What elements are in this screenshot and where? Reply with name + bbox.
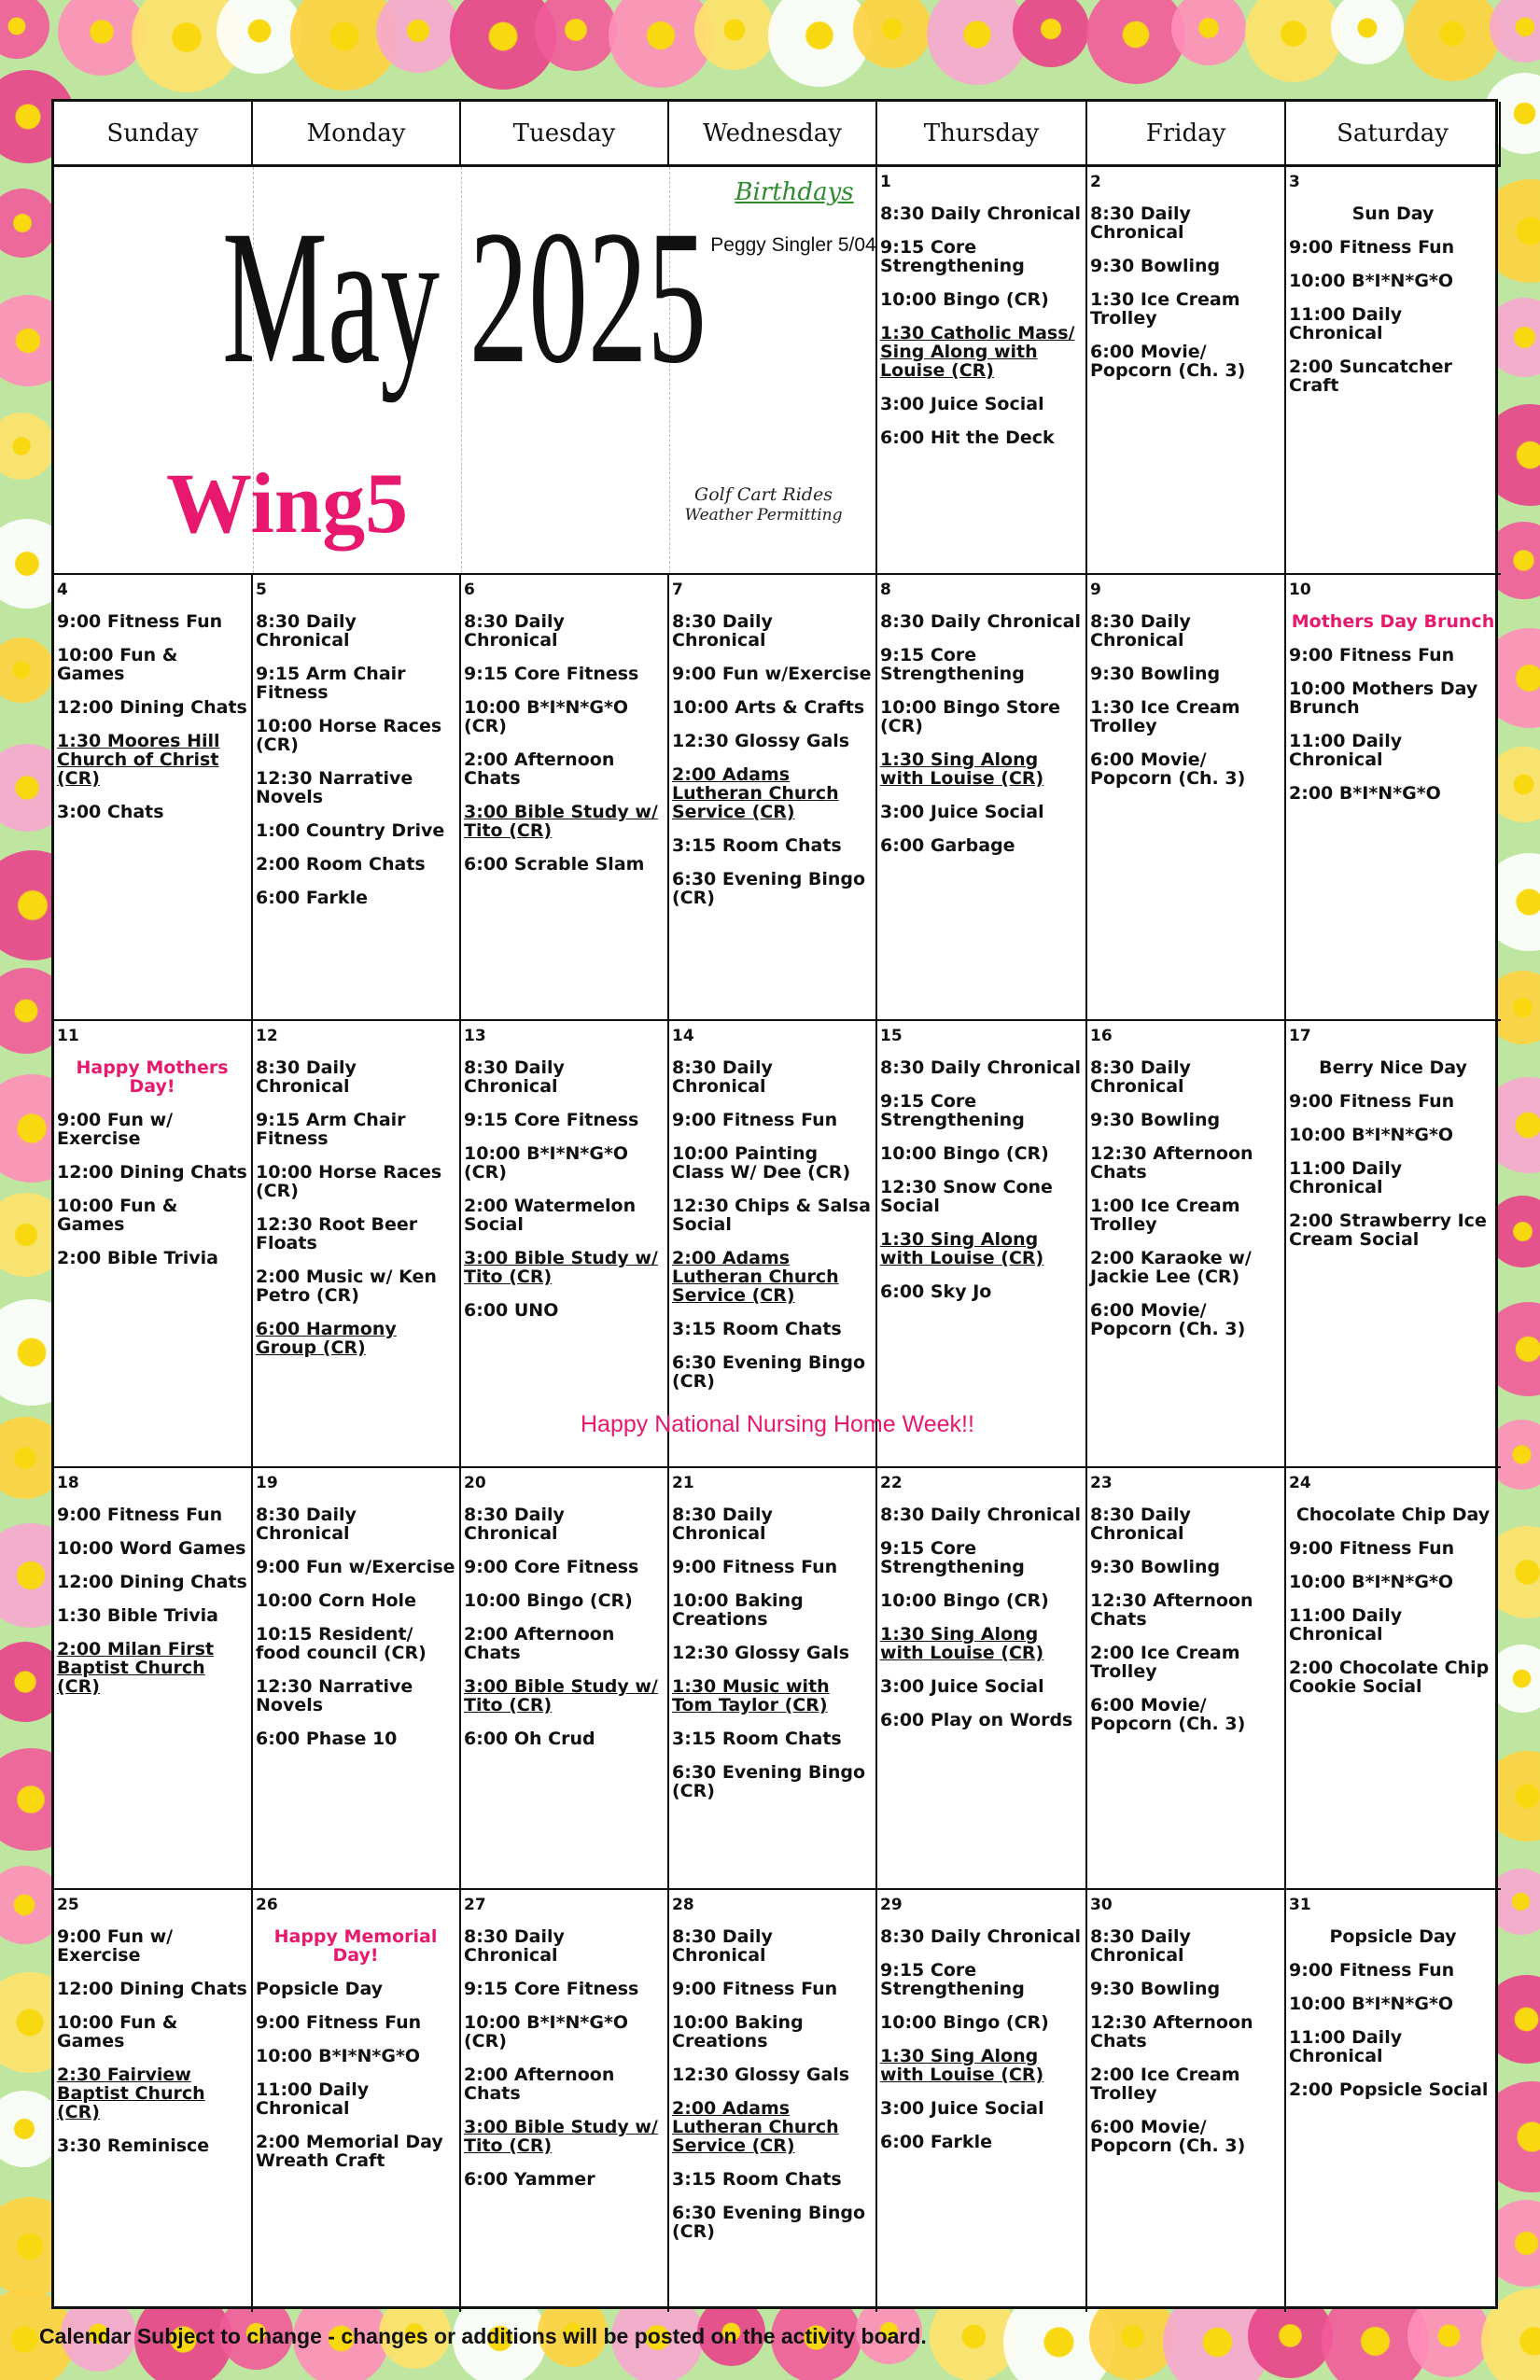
day-number: 5 (256, 581, 267, 599)
event-item: 8:30 Daily Chronical (672, 1926, 773, 1966)
day-number: 16 (1090, 1027, 1113, 1045)
day-number: 21 (672, 1474, 694, 1492)
day-number: 31 (1289, 1896, 1311, 1914)
day-number: 13 (464, 1027, 486, 1045)
event-item: 9:15 Core Fitness (464, 1110, 639, 1130)
day-number: 20 (464, 1474, 486, 1492)
event-item: 9:00 Fitness Fun (672, 1557, 838, 1577)
event-item: 2:00 Adams Lutheran Church Service (CR) (672, 764, 839, 822)
day-number: 11 (57, 1027, 79, 1045)
event-item: 10:00 Painting Class W/ Dee (CR) (672, 1143, 851, 1183)
event-item: 8:30 Daily Chronical (1090, 203, 1191, 243)
day-number: 9 (1090, 581, 1101, 599)
event-item: 6:30 Evening Bingo (CR) (672, 1762, 866, 1801)
flower-decoration (1405, 0, 1500, 81)
event-item: 6:00 Play on Words (880, 1710, 1073, 1730)
event-item: 9:30 Bowling (1090, 664, 1221, 684)
day-cell (877, 1890, 1087, 2312)
day-number: 1 (880, 173, 891, 191)
event-item: 6:00 Movie/ Popcorn (Ch. 3) (1090, 1695, 1246, 1734)
event-item: 9:30 Bowling (1090, 1979, 1221, 1999)
day-cell (54, 1021, 253, 1468)
event-item: 11:00 Daily Chronical (1289, 2027, 1403, 2066)
event-item: 1:30 Music with Tom Taylor (CR) (672, 1676, 830, 1715)
day-number: 4 (57, 581, 68, 599)
day-cell (877, 575, 1087, 1021)
event-item: 8:30 Daily Chronical (880, 1926, 1082, 1947)
event-item: 9:15 Core Strengthening (880, 1960, 1025, 1999)
event-item: 1:30 Moores Hill Church of Christ (CR) (57, 731, 220, 789)
day-cell (461, 575, 669, 1021)
event-item: 8:30 Daily Chronical (464, 1057, 565, 1097)
day-cell (1087, 167, 1286, 575)
event-item: 6:30 Evening Bingo (CR) (672, 2203, 866, 2242)
event-item: 9:00 Fitness Fun (672, 1110, 838, 1130)
event-item: 6:00 Hit the Deck (880, 427, 1055, 448)
event-item: 2:00 Room Chats (256, 854, 426, 875)
event-item: 3:00 Bible Study w/ Tito (CR) (464, 802, 658, 841)
event-item: 2:00 Adams Lutheran Church Service (CR) (672, 1248, 839, 1306)
event-item: 12:30 Snow Cone Social (880, 1177, 1053, 1216)
event-item: 10:00 Bingo (CR) (880, 2012, 1049, 2033)
event-item: 6:00 Movie/ Popcorn (Ch. 3) (1090, 1300, 1246, 1339)
event-item: 9:00 Core Fitness (464, 1557, 639, 1577)
event-item: 9:00 Fun w/ Exercise (57, 1110, 174, 1149)
event-item: 2:00 Popsicle Social (1289, 2079, 1489, 2100)
holiday-label: Mothers Day Brunch (1291, 611, 1495, 632)
day-cell (461, 1021, 669, 1468)
event-item: 10:00 B*I*N*G*O (1289, 271, 1454, 291)
event-item: 9:00 Fitness Fun (57, 1505, 223, 1525)
event-item: 9:00 Fitness Fun (1289, 1091, 1455, 1112)
day-cell (253, 1021, 461, 1468)
event-item: 12:30 Afternoon Chats (1090, 1590, 1253, 1630)
day-header-monday: Monday (253, 102, 461, 167)
day-cell (1286, 1468, 1501, 1890)
day-cell (1087, 1890, 1286, 2312)
event-item: 12:30 Glossy Gals (672, 731, 850, 751)
event-item: 10:00 B*I*N*G*O (1289, 1994, 1454, 2014)
event-item: 10:00 B*I*N*G*O (CR) (464, 697, 629, 736)
day-cell (877, 1021, 1087, 1468)
event-item: 9:00 Fitness Fun (1289, 1538, 1455, 1559)
event-item: 9:15 Core Strengthening (880, 237, 1025, 276)
birthday-entry: Peggy Singler 5/04 (710, 234, 876, 256)
event-item: 3:00 Bible Study w/ Tito (CR) (464, 1676, 658, 1715)
event-item: 2:00 Suncatcher Craft (1289, 357, 1452, 396)
event-item: 3:00 Bible Study w/ Tito (CR) (464, 1248, 658, 1287)
event-item: 11:00 Daily Chronical (256, 2079, 370, 2119)
day-cell (1286, 167, 1501, 575)
day-number: 15 (880, 1027, 903, 1045)
event-item: 3:15 Room Chats (672, 1729, 842, 1749)
day-number: 10 (1289, 581, 1311, 599)
day-cell (54, 1890, 253, 2312)
event-item: 2:00 Afternoon Chats (464, 1624, 615, 1663)
event-item: 2:00 Karaoke w/ Jackie Lee (CR) (1090, 1248, 1252, 1287)
event-item: 10:00 Horse Races (CR) (256, 1162, 442, 1201)
event-item: 6:00 Harmony Group (CR) (256, 1319, 397, 1358)
event-item: 8:30 Daily Chronical (256, 611, 357, 651)
event-item: 8:30 Daily Chronical (464, 1926, 565, 1966)
event-item: 8:30 Daily Chronical (672, 1505, 773, 1544)
day-header-wednesday: Wednesday (669, 102, 877, 167)
day-number: 27 (464, 1896, 486, 1914)
event-item: 9:00 Fitness Fun (672, 1979, 838, 1999)
day-cell (877, 1468, 1087, 1890)
flower-decoration (0, 413, 55, 480)
event-item: 12:30 Afternoon Chats (1090, 1143, 1253, 1183)
day-cell (253, 1890, 461, 2312)
weather-line: Weather Permitting (684, 506, 843, 525)
day-number: 28 (672, 1896, 694, 1914)
event-item: 12:30 Afternoon Chats (1090, 2012, 1253, 2051)
event-item: Popsicle Day (1329, 1926, 1457, 1947)
event-item: 11:00 Daily Chronical (1289, 731, 1403, 770)
event-item: 2:00 Ice Cream Trolley (1090, 2065, 1240, 2104)
event-item: 1:00 Country Drive (256, 820, 445, 841)
day-number: 17 (1289, 1027, 1311, 1045)
event-item: 3:00 Juice Social (880, 394, 1044, 414)
event-item: 12:00 Dining Chats (57, 1979, 247, 1999)
event-item: 6:30 Evening Bingo (CR) (672, 1352, 866, 1392)
event-item: 8:30 Daily Chronical (464, 1505, 565, 1544)
event-item: 12:00 Dining Chats (57, 697, 247, 718)
day-number: 24 (1289, 1474, 1311, 1492)
event-item: 6:00 Farkle (256, 888, 368, 908)
event-item: 10:15 Resident/ food council (CR) (256, 1624, 427, 1663)
event-item: 2:00 B*I*N*G*O (1289, 783, 1441, 804)
event-item: 10:00 Horse Races (CR) (256, 716, 442, 755)
event-item: 2:00 Afternoon Chats (464, 749, 615, 789)
day-header-friday: Friday (1087, 102, 1286, 167)
event-item: 10:00 Baking Creations (672, 2012, 804, 2051)
event-item: 9:15 Arm Chair Fitness (256, 1110, 406, 1149)
day-cell (1286, 575, 1501, 1021)
event-item: Sun Day (1351, 203, 1435, 224)
calendar-grid (51, 99, 1498, 2309)
event-item: 2:00 Strawberry Ice Cream Social (1289, 1211, 1487, 1250)
event-item: 8:30 Daily Chronical (880, 203, 1082, 224)
flower-decoration (927, 0, 1028, 85)
day-cell (461, 1468, 669, 1890)
event-item: 12:30 Root Beer Floats (256, 1214, 418, 1253)
event-item: Popsicle Day (256, 1979, 384, 1999)
event-item: 12:30 Glossy Gals (672, 1643, 850, 1663)
day-cell (669, 575, 877, 1021)
day-number: 26 (256, 1896, 278, 1914)
event-item: 10:00 B*I*N*G*O (1289, 1572, 1454, 1592)
event-item: 10:00 Bingo Store (CR) (880, 697, 1060, 736)
day-number: 22 (880, 1474, 903, 1492)
event-item: 2:00 Milan First Baptist Church (CR) (57, 1639, 215, 1697)
day-cell (1087, 575, 1286, 1021)
event-item: 6:00 Phase 10 (256, 1729, 398, 1749)
event-item: 1:00 Ice Cream Trolley (1090, 1196, 1240, 1235)
golf-cart-note (651, 484, 875, 525)
flower-decoration (0, 637, 54, 703)
event-item: 11:00 Daily Chronical (1289, 304, 1403, 343)
event-item: 12:00 Dining Chats (57, 1162, 247, 1183)
day-header-sunday: Sunday (54, 102, 253, 167)
event-item: 2:00 Watermelon Social (464, 1196, 637, 1235)
month-year-title: May 2025 (222, 191, 707, 403)
event-item: 2:00 Memorial Day Wreath Craft (256, 2132, 443, 2171)
event-item: 2:00 Adams Lutheran Church Service (CR) (672, 2098, 839, 2156)
day-number: 14 (672, 1027, 694, 1045)
event-item: 9:30 Bowling (1090, 1557, 1221, 1577)
event-item: 3:00 Chats (57, 802, 164, 822)
day-number: 18 (57, 1474, 79, 1492)
event-item: 2:00 Afternoon Chats (464, 2065, 615, 2104)
event-item: 12:30 Narrative Novels (256, 1676, 413, 1715)
flower-decoration (1331, 0, 1404, 64)
day-header-saturday: Saturday (1286, 102, 1501, 167)
event-item: 10:00 Corn Hole (256, 1590, 416, 1611)
flower-decoration (1086, 0, 1185, 84)
event-item: 9:15 Core Strengthening (880, 1091, 1025, 1130)
event-item: 8:30 Daily Chronical (880, 1505, 1082, 1525)
event-item: 6:00 Yammer (464, 2169, 595, 2190)
day-number: 6 (464, 581, 475, 599)
day-cell (1087, 1021, 1286, 1468)
event-item: 8:30 Daily Chronical (464, 611, 565, 651)
day-header-tuesday: Tuesday (461, 102, 669, 167)
day-cell (669, 1021, 877, 1468)
event-item: 12:00 Dining Chats (57, 1572, 247, 1592)
footer-note: Calendar Subject to change - changes or additions will be posted on the activity board. (39, 2324, 927, 2348)
event-item: 3:00 Juice Social (880, 2098, 1044, 2119)
event-item: 3:00 Juice Social (880, 802, 1044, 822)
flower-decoration (0, 0, 49, 59)
event-item: 9:00 Fun w/Exercise (256, 1557, 455, 1577)
flower-decoration (1013, 0, 1089, 67)
event-item: 10:00 Bingo (CR) (464, 1590, 633, 1611)
title-block (54, 167, 877, 575)
event-item: 10:00 Mothers Day Brunch (1289, 679, 1478, 718)
event-item: 9:00 Fun w/ Exercise (57, 1926, 174, 1966)
event-item: 6:00 Farkle (880, 2132, 992, 2152)
event-item: 1:30 Catholic Mass/ Sing Along with Louise (CR) (880, 323, 1075, 381)
event-item: 10:00 Word Games (57, 1538, 246, 1559)
event-item: 8:30 Daily Chronical (880, 1057, 1082, 1078)
event-item: 9:15 Arm Chair Fitness (256, 664, 406, 703)
event-item: 8:30 Daily Chronical (672, 1057, 773, 1097)
event-item: 6:00 Movie/ Popcorn (Ch. 3) (1090, 342, 1246, 381)
event-item: 8:30 Daily Chronical (1090, 1505, 1191, 1544)
flower-decoration (1245, 0, 1342, 82)
event-item: 1:30 Ice Cream Trolley (1090, 697, 1240, 736)
event-item: 2:00 Music w/ Ken Petro (CR) (256, 1267, 437, 1306)
day-cell (1286, 1890, 1501, 2312)
event-item: 6:30 Evening Bingo (CR) (672, 869, 866, 908)
event-item: 2:00 Chocolate Chip Cookie Social (1289, 1658, 1490, 1697)
day-header-thursday: Thursday (877, 102, 1087, 167)
event-item: 1:30 Sing Along with Louise (CR) (880, 2046, 1044, 2085)
day-number: 23 (1090, 1474, 1113, 1492)
event-item: 3:15 Room Chats (672, 2169, 842, 2190)
golf-cart-line: Golf Cart Rides (694, 484, 833, 505)
event-item: 6:00 Scrable Slam (464, 854, 645, 875)
event-item: 10:00 Fun & Games (57, 1196, 178, 1235)
event-item: 3:15 Room Chats (672, 1319, 842, 1339)
event-item: 8:30 Daily Chronical (256, 1057, 357, 1097)
event-item: 12:30 Glossy Gals (672, 2065, 850, 2085)
event-item: 9:15 Core Strengthening (880, 1538, 1025, 1577)
day-number: 8 (880, 581, 891, 599)
day-cell (1286, 1021, 1501, 1468)
event-item: 10:00 Bingo (CR) (880, 289, 1049, 310)
event-item: 9:00 Fun w/Exercise (672, 664, 872, 684)
event-item: 8:30 Daily Chronical (880, 611, 1082, 632)
event-item: 2:30 Fairview Baptist Church (CR) (57, 2065, 205, 2122)
event-item: 10:00 Baking Creations (672, 1590, 804, 1630)
event-item: 8:30 Daily Chronical (1090, 611, 1191, 651)
event-item: 9:00 Fitness Fun (57, 611, 223, 632)
event-item: 9:30 Bowling (1090, 256, 1221, 276)
day-cell (877, 167, 1087, 575)
day-cell (1087, 1468, 1286, 1890)
event-item: Berry Nice Day (1319, 1057, 1467, 1078)
event-item: 10:00 Fun & Games (57, 2012, 178, 2051)
day-cell (253, 1468, 461, 1890)
day-cell (669, 1890, 877, 2312)
event-item: 11:00 Daily Chronical (1289, 1158, 1403, 1197)
day-cell (54, 575, 253, 1021)
event-item: 3:00 Bible Study w/ Tito (CR) (464, 2117, 658, 2156)
day-number: 3 (1289, 173, 1300, 191)
event-item: 10:00 B*I*N*G*O (1289, 1125, 1454, 1145)
event-item: 2:00 Ice Cream Trolley (1090, 1643, 1240, 1682)
nursing-week-note: Happy National Nursing Home Week!! (581, 1411, 974, 1437)
day-cell (54, 1468, 253, 1890)
event-item: 10:00 Fun & Games (57, 645, 178, 684)
event-item: 9:00 Fitness Fun (1289, 237, 1455, 258)
flower-decoration (1490, 0, 1540, 63)
event-item: 9:00 Fitness Fun (256, 2012, 422, 2033)
day-number: 29 (880, 1896, 903, 1914)
day-cell (253, 575, 461, 1021)
event-item: Chocolate Chip Day (1295, 1505, 1491, 1525)
event-item: 12:30 Narrative Novels (256, 768, 413, 807)
birthdays-heading: Birthdays (735, 178, 854, 206)
event-item: 9:15 Core Fitness (464, 664, 639, 684)
event-item: 9:00 Fitness Fun (1289, 1960, 1455, 1981)
day-cell (669, 1468, 877, 1890)
event-item: 3:00 Juice Social (880, 1676, 1044, 1697)
day-number: 7 (672, 581, 683, 599)
event-item: 1:30 Sing Along with Louise (CR) (880, 749, 1044, 789)
holiday-label: Happy Mothers Day! (76, 1057, 229, 1097)
event-item: 6:00 Sky Jo (880, 1281, 992, 1302)
flower-decoration (1171, 0, 1246, 65)
event-item: 1:30 Bible Trivia (57, 1605, 218, 1626)
event-item: 1:30 Sing Along with Louise (CR) (880, 1229, 1044, 1268)
flower-decoration (0, 189, 57, 258)
event-item: 12:30 Chips & Salsa Social (672, 1196, 871, 1235)
event-item: 9:00 Fitness Fun (1289, 645, 1455, 665)
event-item: 11:00 Daily Chronical (1289, 1605, 1403, 1645)
event-item: 6:00 Oh Crud (464, 1729, 595, 1749)
event-item: 6:00 Movie/ Popcorn (Ch. 3) (1090, 749, 1246, 789)
event-item: 10:00 B*I*N*G*O (CR) (464, 1143, 629, 1183)
day-cell (461, 1890, 669, 2312)
event-item: 6:00 Movie/ Popcorn (Ch. 3) (1090, 2117, 1246, 2156)
event-item: 8:30 Daily Chronical (672, 611, 773, 651)
event-item: 3:30 Reminisce (57, 2135, 210, 2156)
event-item: 3:15 Room Chats (672, 835, 842, 856)
event-item: 8:30 Daily Chronical (1090, 1926, 1191, 1966)
event-item: 8:30 Daily Chronical (256, 1505, 357, 1544)
event-item: 6:00 Garbage (880, 835, 1015, 856)
event-item: 9:15 Core Strengthening (880, 645, 1025, 684)
day-number: 2 (1090, 173, 1101, 191)
day-number: 30 (1090, 1896, 1113, 1914)
event-item: 6:00 UNO (464, 1300, 559, 1321)
event-item: 10:00 B*I*N*G*O (CR) (464, 2012, 629, 2051)
event-item: 10:00 Arts & Crafts (672, 697, 865, 718)
day-number: 12 (256, 1027, 278, 1045)
event-item: 1:30 Ice Cream Trolley (1090, 289, 1240, 329)
holiday-label: Happy Memorial Day! (273, 1926, 438, 1966)
event-item: 10:00 B*I*N*G*O (256, 2046, 421, 2066)
event-item: 8:30 Daily Chronical (1090, 1057, 1191, 1097)
day-number: 19 (256, 1474, 278, 1492)
event-item: 9:15 Core Fitness (464, 1979, 639, 1999)
event-item: 2:00 Bible Trivia (57, 1248, 218, 1268)
event-item: 9:30 Bowling (1090, 1110, 1221, 1130)
event-item: 1:30 Sing Along with Louise (CR) (880, 1624, 1044, 1663)
day-number: 25 (57, 1896, 79, 1914)
event-item: 10:00 Bingo (CR) (880, 1143, 1049, 1164)
wing-title: Wing5 (166, 455, 409, 551)
event-item: 10:00 Bingo (CR) (880, 1590, 1049, 1611)
